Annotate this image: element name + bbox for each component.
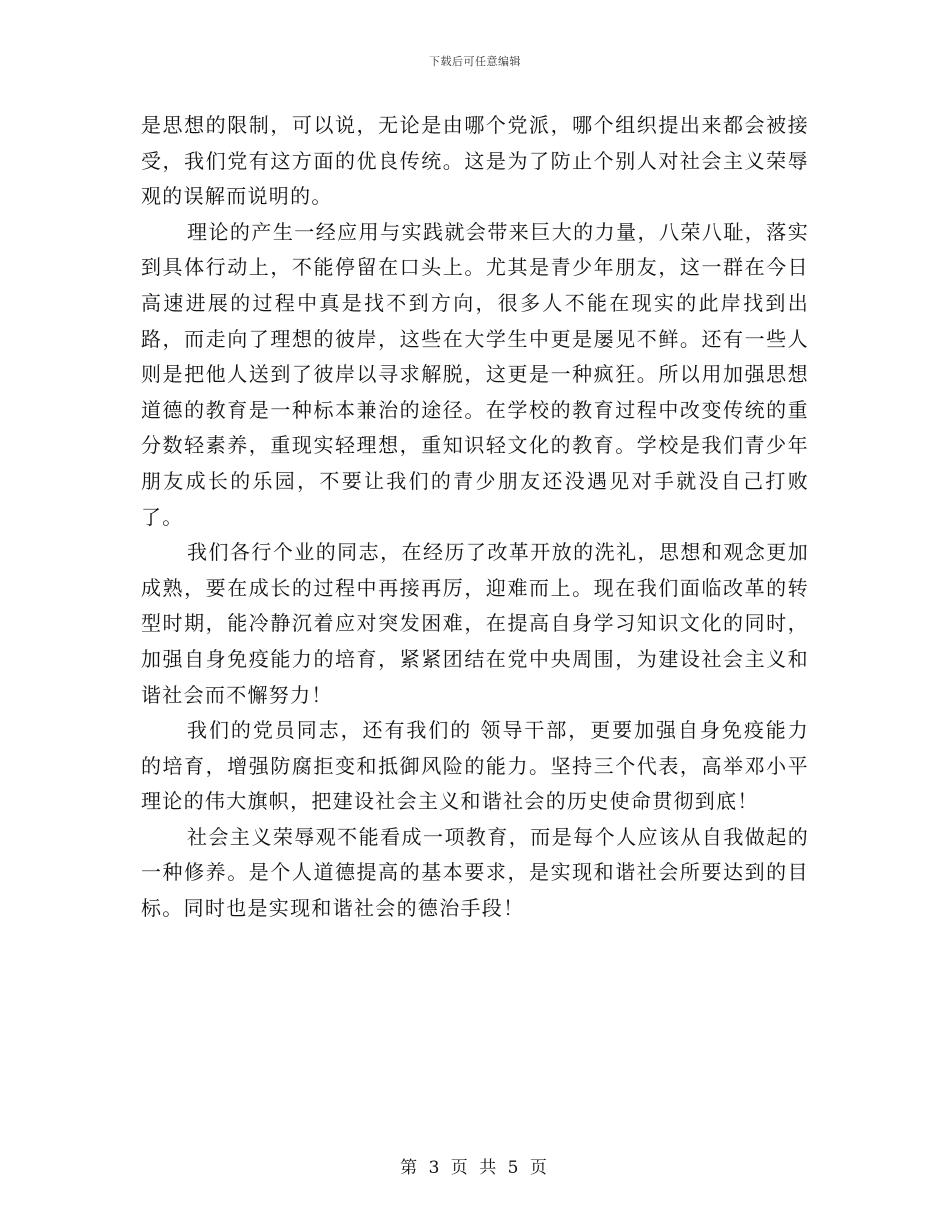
paragraph-comrades: 我们各行个业的同志，在经历了改革开放的洗礼，思想和观念更加成熟，要在成长的过程中再接再厉，迎难而上。现在我们面临改革的转型时期，能冷静沉着应对突发困难，在提高自身学习知识文化的同时，加强自身免疫能力的培育，紧紧团结在党中央周围，为建设社会主义和谐社会而不懈努力！ <box>141 540 809 707</box>
page-number: 第 3 页 共 5 页 <box>400 1158 550 1178</box>
header-note: 下载后可任意编辑 <box>429 55 521 68</box>
paragraph-continuation: 是思想的限制，可以说，无论是由哪个党派，哪个组织提出来都会被接受，我们党有这方面的优良传统。这是为了防止个别人对社会主义荣辱观的误解而说明的。 <box>141 113 809 209</box>
paragraph-party-members: 我们的党员同志，还有我们的 领导干部，更要加强自身免疫能力的培育，增强防腐拒变和抵御风险的能力。坚持三个代表，高举邓小平理论的伟大旗帜，把建设社会主义和谐社会的历史使命贯彻到底！ <box>141 718 809 814</box>
document-body <box>141 108 809 927</box>
paragraph-conclusion: 社会主义荣辱观不能看成一项教育，而是每个人应该从自我做起的一种修养。是个人道德提高的基本要求，是实现和谐社会所要达到的目标。同时也是实现和谐社会的德治手段！ <box>141 824 809 921</box>
paragraph-theory-practice: 理论的产生一经应用与实践就会带来巨大的力量，八荣八耻，落实到具体行动上，不能停留在口头上。尤其是青少年朋友，这一群在今日高速进展的过程中真是找不到方向，很多人不能在现实的此岸找到出路，而走向了理想的彼岸，这些在大学生中更是屡见不鲜。还有一些人则是把他人送到了彼岸以寻求解脱，这更是一种疯狂。所以用加强思想道德的教育是一种标本兼治的途径。在学校的教育过程中改变传统的重分数轻素养，重现实轻理想，重知识轻文化的教育。学校是我们青少年朋友成长的乐园，不要让我们的青少朋友还没遇见对手就没自己打败了。 <box>141 219 809 529</box>
